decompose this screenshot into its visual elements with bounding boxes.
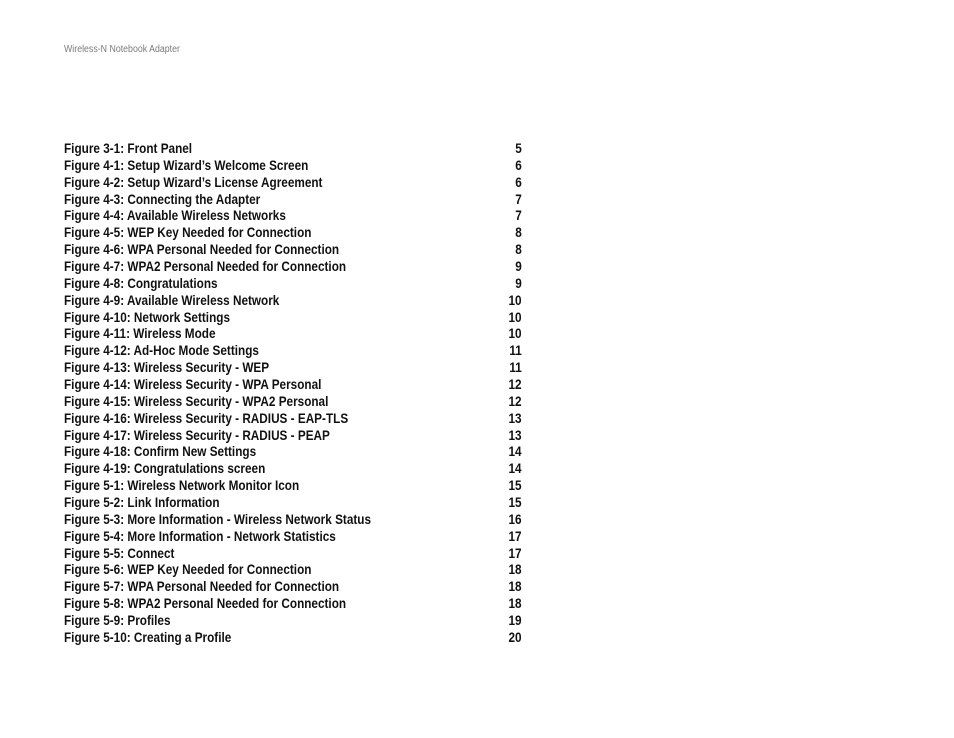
toc-entry[interactable] [64, 410, 522, 427]
toc-entry-title: Figure 5-3: More Information - Wireless Network Status [64, 510, 372, 527]
toc-entry-page-number: 16 [508, 510, 522, 527]
toc-entry-page-number: 10 [508, 291, 522, 308]
toc-entry-page-number: 12 [508, 392, 522, 409]
toc-entry-page-number: 18 [508, 578, 522, 595]
toc-entry-page-number: 11 [509, 359, 522, 376]
toc-entry[interactable] [64, 494, 522, 511]
toc-entry-page-number: 5 [515, 140, 522, 156]
toc-entry-page-number: 6 [515, 156, 522, 173]
toc-entry[interactable] [64, 224, 522, 241]
toc-entry-page-number: 10 [508, 308, 522, 325]
toc-entry-page-number: 9 [515, 258, 522, 275]
toc-entry[interactable] [64, 292, 522, 309]
toc-entry-title: Figure 4-18: Confirm New Settings [64, 443, 257, 460]
toc-entry[interactable] [64, 393, 522, 410]
toc-entry-page-number: 15 [508, 477, 522, 494]
toc-entry-title: Figure 4-9: Available Wireless Network [64, 291, 280, 308]
toc-entry-title: Figure 4-3: Connecting the Adapter [64, 190, 261, 207]
toc-entry-title: Figure 4-10: Network Settings [64, 308, 230, 325]
toc-entry-title: Figure 5-9: Profiles [64, 612, 171, 629]
toc-entry-title: Figure 4-6: WPA Personal Needed for Connection [64, 241, 340, 258]
toc-entry-page-number: 14 [508, 460, 522, 477]
toc-entry-title: Figure 4-19: Congratulations screen [64, 460, 266, 477]
toc-entry-page-number: 12 [508, 376, 522, 393]
toc-entry-title: Figure 5-7: WPA Personal Needed for Connection [64, 578, 340, 595]
toc-entry-title: Figure 5-6: WEP Key Needed for Connection [64, 561, 312, 578]
toc-entry-title: Figure 5-8: WPA2 Personal Needed for Connection [64, 595, 347, 612]
toc-entry[interactable] [64, 342, 522, 359]
toc-entry-page-number: 7 [515, 207, 522, 224]
toc-entry[interactable] [64, 528, 522, 545]
running-header: Wireless-N Notebook Adapter [64, 44, 180, 55]
toc-entry[interactable] [64, 140, 522, 157]
toc-entry-page-number: 7 [515, 190, 522, 207]
toc-entry-page-number: 18 [508, 595, 522, 612]
toc-entry-page-number: 13 [508, 426, 522, 443]
toc-entry-page-number: 20 [508, 628, 522, 645]
toc-entry-page-number: 10 [508, 325, 522, 342]
toc-entry-title: Figure 4-2: Setup Wizard’s License Agreement [64, 173, 323, 190]
toc-entry-title: Figure 5-4: More Information - Network Statistics [64, 527, 336, 544]
toc-entry[interactable] [64, 359, 522, 376]
toc-entry-title: Figure 4-17: Wireless Security - RADIUS - PEAP [64, 426, 330, 443]
toc-entry-title: Figure 4-11: Wireless Mode [64, 325, 216, 342]
toc-entry-title: Figure 5-1: Wireless Network Monitor Icon [64, 477, 300, 494]
toc-entry-title: Figure 4-16: Wireless Security - RADIUS - EAP-TLS [64, 409, 349, 426]
toc-entry-page-number: 17 [508, 527, 522, 544]
toc-entry[interactable] [64, 595, 522, 612]
toc-entry[interactable] [64, 275, 522, 292]
toc-entry-title: Figure 5-5: Connect [64, 544, 175, 561]
toc-entry-title: Figure 4-8: Congratulations [64, 274, 218, 291]
toc-entry-title: Figure 4-7: WPA2 Personal Needed for Connection [64, 258, 347, 275]
toc-entry[interactable] [64, 174, 522, 191]
toc-entry[interactable] [64, 460, 522, 477]
toc-entry[interactable] [64, 325, 522, 342]
toc-entry-title: Figure 4-1: Setup Wizard’s Welcome Screen [64, 156, 309, 173]
toc-entry-title: Figure 4-12: Ad-Hoc Mode Settings [64, 342, 259, 359]
toc-entry-title: Figure 5-2: Link Information [64, 494, 220, 511]
toc-entry-page-number: 19 [508, 612, 522, 629]
toc-entry-title: Figure 4-4: Available Wireless Networks [64, 207, 286, 224]
list-of-figures [64, 140, 522, 646]
toc-entry[interactable] [64, 241, 522, 258]
toc-entry-page-number: 11 [509, 342, 522, 359]
toc-entry[interactable] [64, 427, 522, 444]
toc-entry-title: Figure 4-15: Wireless Security - WPA2 Personal [64, 392, 329, 409]
toc-entry[interactable] [64, 258, 522, 275]
toc-entry-page-number: 8 [515, 241, 522, 258]
toc-entry[interactable] [64, 511, 522, 528]
toc-entry-page-number: 18 [508, 561, 522, 578]
toc-entry[interactable] [64, 309, 522, 326]
toc-entry-page-number: 15 [508, 494, 522, 511]
toc-entry[interactable] [64, 545, 522, 562]
toc-entry-page-number: 14 [508, 443, 522, 460]
toc-entry[interactable] [64, 629, 522, 646]
toc-entry-page-number: 8 [515, 224, 522, 241]
toc-entry[interactable] [64, 612, 522, 629]
toc-entry-page-number: 13 [508, 409, 522, 426]
toc-entry-page-number: 17 [508, 544, 522, 561]
toc-entry-title: Figure 3-1: Front Panel [64, 140, 193, 156]
toc-entry[interactable] [64, 157, 522, 174]
toc-entry[interactable] [64, 376, 522, 393]
toc-entry[interactable] [64, 477, 522, 494]
toc-entry[interactable] [64, 191, 522, 208]
toc-entry-title: Figure 4-5: WEP Key Needed for Connection [64, 224, 312, 241]
toc-entry-page-number: 9 [515, 274, 522, 291]
toc-entry[interactable] [64, 561, 522, 578]
toc-entry-page-number: 6 [515, 173, 522, 190]
toc-entry-title: Figure 4-13: Wireless Security - WEP [64, 359, 270, 376]
toc-entry[interactable] [64, 207, 522, 224]
toc-entry[interactable] [64, 578, 522, 595]
toc-entry-title: Figure 4-14: Wireless Security - WPA Personal [64, 376, 322, 393]
toc-entry-title: Figure 5-10: Creating a Profile [64, 628, 232, 645]
toc-entry[interactable] [64, 443, 522, 460]
